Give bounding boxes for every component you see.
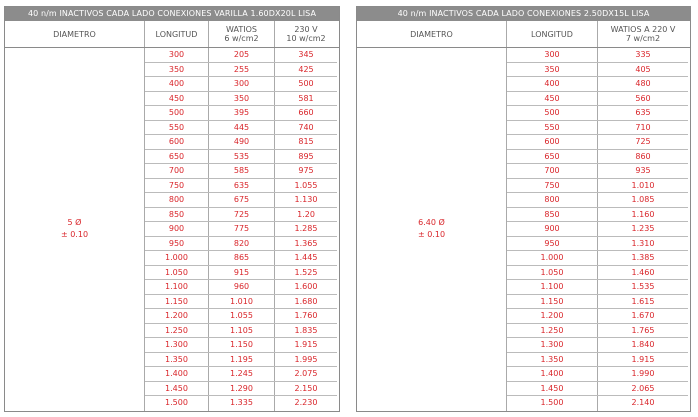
table-row: [507, 164, 688, 179]
table-cell: 800: [145, 193, 209, 207]
table-cell: 1.250: [145, 324, 209, 338]
table-cell: 850: [507, 208, 598, 222]
table-cell: 1.600: [294, 282, 318, 291]
header-diametro: DIAMETRO: [5, 21, 145, 47]
table-cell: 300: [209, 77, 275, 91]
table-cell: 300: [507, 48, 598, 62]
table-cell: 950: [507, 237, 598, 251]
table-cell: 1.20: [297, 209, 315, 219]
table-cell: 1.130: [294, 195, 318, 204]
table-row: [507, 92, 688, 107]
table-header: [357, 21, 690, 48]
table-cell: 1.445: [294, 253, 318, 262]
table-cell: 1.050: [507, 266, 598, 280]
table-cell: 865: [209, 251, 275, 265]
table-row: [507, 295, 688, 310]
table-row: [507, 396, 688, 411]
diameter-tolerance: ± 0.10: [417, 230, 446, 240]
table-row: [507, 324, 688, 339]
table-cell: 1.235: [631, 224, 655, 233]
header-watios-line1: WATIOS: [226, 25, 257, 34]
header-watios-line2: 6 w/cm2: [224, 34, 259, 43]
table-cell: 581: [298, 93, 314, 103]
table-cell: 500: [507, 106, 598, 120]
table-cell: 600: [507, 135, 598, 149]
table-row: [145, 222, 337, 237]
table-row: [507, 266, 688, 281]
table-row: [145, 396, 337, 411]
table-cell: 1.250: [507, 324, 598, 338]
table-cell: 1.010: [631, 180, 655, 190]
table-row: [145, 48, 337, 63]
table-row: [145, 179, 337, 194]
table-cell: 950: [145, 237, 209, 251]
table-cell: 550: [145, 121, 209, 135]
table-title: 40 n/m INACTIVOS CADA LADO CONEXIONES VARILLA 1.60DX20L LISA: [5, 7, 339, 21]
table-cell: 1.335: [209, 396, 275, 411]
diameter-value: 5 Ø: [67, 218, 82, 228]
table-cell: 1.245: [209, 367, 275, 381]
table-cell: 450: [507, 92, 598, 106]
table-row: [145, 251, 337, 266]
table-title: 40 n/m INACTIVOS CADA LADO CONEXIONES 2.50DX15L LISA: [357, 7, 690, 21]
header-watios: [209, 21, 275, 47]
table-row: [145, 266, 337, 281]
table-cell: 650: [507, 150, 598, 164]
table-cell: 1.400: [507, 367, 598, 381]
table-cell: 500: [298, 79, 314, 88]
table-row: [145, 367, 337, 382]
table-row: [145, 63, 337, 78]
header-watios-line1: WATIOS A 220 V: [610, 25, 676, 34]
resistance-table-varilla: [4, 6, 340, 412]
table-cell: 860: [635, 151, 651, 161]
table-cell: 350: [507, 63, 598, 77]
table-cell: 740: [298, 122, 314, 132]
table-cell: 1.680: [294, 296, 318, 306]
table-cell: 205: [209, 48, 275, 62]
table-cell: 1.385: [631, 253, 655, 262]
table-cell: 400: [145, 77, 209, 91]
table-cell: 480: [635, 79, 651, 88]
table-row: [145, 164, 337, 179]
table-cell: 405: [635, 64, 651, 74]
table-row: [507, 48, 688, 63]
table-cell: 1.010: [209, 295, 275, 309]
table-row: [507, 338, 688, 353]
table-cell: 900: [145, 222, 209, 236]
header-voltage-line2: 10 w/cm2: [286, 34, 326, 43]
table-cell: 935: [635, 166, 651, 175]
table-cell: 2.140: [631, 398, 655, 407]
table-row: [145, 280, 337, 295]
table-row: [507, 179, 688, 194]
table-row: [145, 150, 337, 165]
table-cell: 550: [507, 121, 598, 135]
table-row: [507, 106, 688, 121]
table-cell: 1.835: [294, 325, 318, 335]
table-cell: 1.840: [631, 340, 655, 349]
table-cell: 1.195: [209, 353, 275, 367]
table-cell: 345: [298, 50, 314, 59]
table-cell: 820: [209, 237, 275, 251]
table-row: [145, 77, 337, 92]
table-cell: 1.670: [631, 311, 655, 320]
table-cell: 1.450: [507, 382, 598, 396]
table-cell: 1.310: [631, 238, 655, 248]
table-cell: 750: [145, 179, 209, 193]
table-cell: 1.535: [631, 282, 655, 291]
diameter-value: 6.40 Ø: [418, 218, 445, 228]
table-row: [145, 208, 337, 223]
table-cell: 1.000: [145, 251, 209, 265]
table-cell: 1.000: [507, 251, 598, 265]
table-rows: [507, 48, 688, 411]
table-cell: 1.200: [145, 309, 209, 323]
table-cell: 2.065: [631, 383, 655, 393]
table-body: [5, 48, 339, 411]
table-cell: 445: [209, 121, 275, 135]
table-cell: 800: [507, 193, 598, 207]
table-cell: 400: [507, 77, 598, 91]
table-cell: 1.365: [294, 238, 318, 248]
table-row: [507, 63, 688, 78]
table-cell: 1.285: [294, 224, 318, 233]
table-cell: 1.400: [145, 367, 209, 381]
table-cell: 425: [298, 64, 314, 74]
table-cell: 725: [209, 208, 275, 222]
table-cell: 1.300: [507, 338, 598, 352]
table-cell: 255: [209, 63, 275, 77]
table-cell: 1.760: [294, 311, 318, 320]
header-watios: [598, 21, 688, 47]
table-row: [145, 338, 337, 353]
table-row: [145, 382, 337, 397]
table-cell: 960: [209, 280, 275, 294]
table-cell: 500: [145, 106, 209, 120]
table-cell: 2.230: [294, 398, 318, 407]
table-row: [507, 382, 688, 397]
table-cell: 700: [145, 164, 209, 178]
table-cell: 1.050: [145, 266, 209, 280]
table-cell: 300: [145, 48, 209, 62]
table-cell: 1.160: [631, 209, 655, 219]
table-cell: 2.150: [294, 383, 318, 393]
header-voltage: [275, 21, 337, 47]
table-cell: 1.055: [294, 180, 318, 190]
table-cell: 975: [298, 166, 314, 175]
table-cell: 1.765: [631, 325, 655, 335]
table-cell: 1.500: [507, 396, 598, 411]
table-row: [145, 324, 337, 339]
table-cell: 1.995: [294, 354, 318, 364]
table-cell: 560: [635, 93, 651, 103]
table-row: [145, 295, 337, 310]
table-cell: 1.990: [631, 369, 655, 378]
table-cell: 335: [635, 50, 651, 59]
table-cell: 1.200: [507, 309, 598, 323]
table-row: [507, 150, 688, 165]
table-cell: 2.075: [294, 369, 318, 378]
table-row: [507, 237, 688, 252]
table-cell: 1.290: [209, 382, 275, 396]
table-cell: 1.100: [145, 280, 209, 294]
table-cell: 1.460: [631, 267, 655, 277]
table-row: [145, 106, 337, 121]
table-cell: 660: [298, 108, 314, 117]
table-cell: 1.915: [631, 354, 655, 364]
table-cell: 600: [145, 135, 209, 149]
table-cell: 1.915: [294, 340, 318, 349]
table-cell: 535: [209, 150, 275, 164]
table-row: [507, 77, 688, 92]
table-row: [145, 193, 337, 208]
table-cell: 895: [298, 151, 314, 161]
table-header: [5, 21, 339, 48]
table-cell: 350: [209, 92, 275, 106]
table-cell: 585: [209, 164, 275, 178]
table-cell: 1.105: [209, 324, 275, 338]
header-watios-line2: 7 w/cm2: [625, 34, 661, 43]
table-cell: 1.450: [145, 382, 209, 396]
table-row: [507, 353, 688, 368]
table-row: [507, 193, 688, 208]
table-row: [507, 135, 688, 150]
table-cell: 1.615: [631, 296, 655, 306]
table-row: [145, 353, 337, 368]
table-row: [145, 309, 337, 324]
table-cell: 750: [507, 179, 598, 193]
diameter-tolerance: ± 0.10: [60, 230, 89, 240]
header-longitud: LONGITUD: [145, 21, 209, 47]
table-row: [507, 121, 688, 136]
table-cell: 850: [145, 208, 209, 222]
table-cell: 395: [209, 106, 275, 120]
table-row: [145, 135, 337, 150]
table-cell: 350: [145, 63, 209, 77]
table-cell: 1.055: [209, 309, 275, 323]
table-cell: 490: [209, 135, 275, 149]
table-row: [507, 309, 688, 324]
table-rows: [145, 48, 337, 411]
diameter-cell: [357, 48, 507, 411]
table-cell: 635: [209, 179, 275, 193]
table-cell: 775: [209, 222, 275, 236]
table-cell: 710: [635, 122, 651, 132]
table-row: [507, 367, 688, 382]
table-row: [145, 121, 337, 136]
header-voltage-line1: 230 V: [294, 25, 318, 34]
table-row: [145, 92, 337, 107]
table-row: [507, 251, 688, 266]
table-cell: 650: [145, 150, 209, 164]
table-cell: 1.300: [145, 338, 209, 352]
diameter-cell: [5, 48, 145, 411]
table-cell: 1.150: [145, 295, 209, 309]
table-row: [507, 280, 688, 295]
table-cell: 700: [507, 164, 598, 178]
table-cell: 1.500: [145, 396, 209, 411]
table-cell: 675: [209, 193, 275, 207]
table-cell: 450: [145, 92, 209, 106]
table-cell: 1.350: [145, 353, 209, 367]
table-body: [357, 48, 690, 411]
table-row: [507, 208, 688, 223]
table-cell: 915: [209, 266, 275, 280]
table-cell: 1.525: [294, 267, 318, 277]
header-longitud: LONGITUD: [507, 21, 598, 47]
table-cell: 815: [298, 137, 314, 146]
header-diametro: DIAMETRO: [357, 21, 507, 47]
table-cell: 725: [635, 137, 651, 146]
table-row: [145, 237, 337, 252]
table-cell: 900: [507, 222, 598, 236]
table-cell: 1.150: [507, 295, 598, 309]
table-cell: 1.150: [209, 338, 275, 352]
table-cell: 1.100: [507, 280, 598, 294]
table-cell: 1.350: [507, 353, 598, 367]
table-cell: 635: [635, 108, 651, 117]
resistance-table-2-50: [356, 6, 691, 412]
table-row: [507, 222, 688, 237]
table-cell: 1.085: [631, 195, 655, 204]
